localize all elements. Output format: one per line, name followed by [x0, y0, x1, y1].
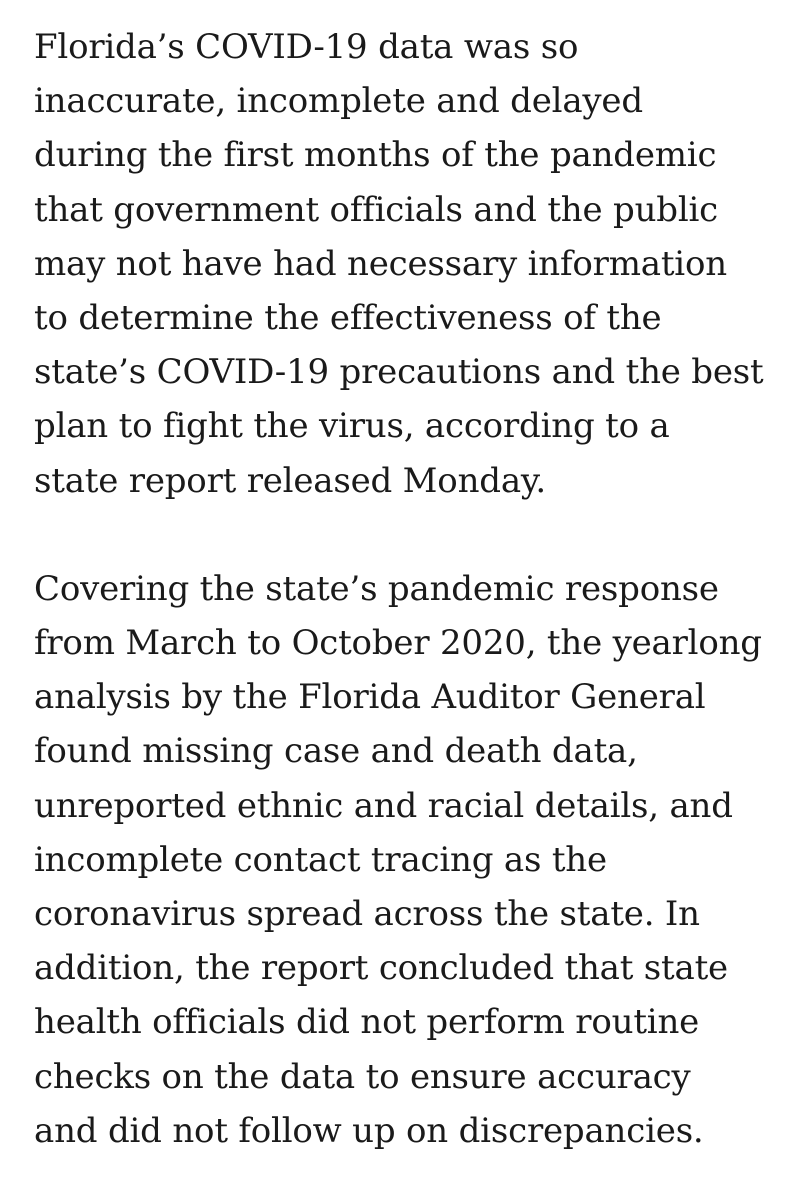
paragraph-line: during the first months of the pandemic	[34, 135, 717, 176]
paragraph-line: analysis by the Florida Auditor General	[34, 677, 706, 718]
paragraph-line: that government officials and the public	[34, 189, 719, 230]
article-body	[34, 20, 784, 1158]
paragraph-line: inaccurate, incomplete and delayed	[34, 81, 643, 122]
paragraph-line: state report released Monday.	[34, 460, 547, 501]
paragraph-line: to determine the effectiveness of the	[34, 298, 662, 339]
paragraph-line: unreported ethnic and racial details, and	[34, 785, 733, 826]
paragraph-line: may not have had necessary information	[34, 243, 727, 284]
paragraph-line: checks on the data to ensure accuracy	[34, 1056, 691, 1097]
paragraph-line: state’s COVID-19 precautions and the best	[34, 352, 764, 393]
paragraph-line: incomplete contact tracing as the	[34, 839, 607, 880]
paragraph-line: from March to October 2020, the yearlong	[34, 623, 762, 664]
paragraph-2	[34, 562, 784, 1158]
paragraph-line: addition, the report concluded that state	[34, 948, 728, 989]
paragraph-line: plan to fight the virus, according to a	[34, 406, 670, 447]
paragraph-1	[34, 20, 784, 508]
paragraph-line: Covering the state’s pandemic response	[34, 568, 719, 609]
paragraph-line: found missing case and death data,	[34, 731, 638, 772]
paragraph-line: Florida’s COVID-19 data was so	[34, 27, 579, 67]
paragraph-line: and did not follow up on discrepancies.	[34, 1110, 704, 1151]
paragraph-line: coronavirus spread across the state. In	[34, 894, 700, 935]
paragraph-line: health officials did not perform routine	[34, 1002, 700, 1043]
